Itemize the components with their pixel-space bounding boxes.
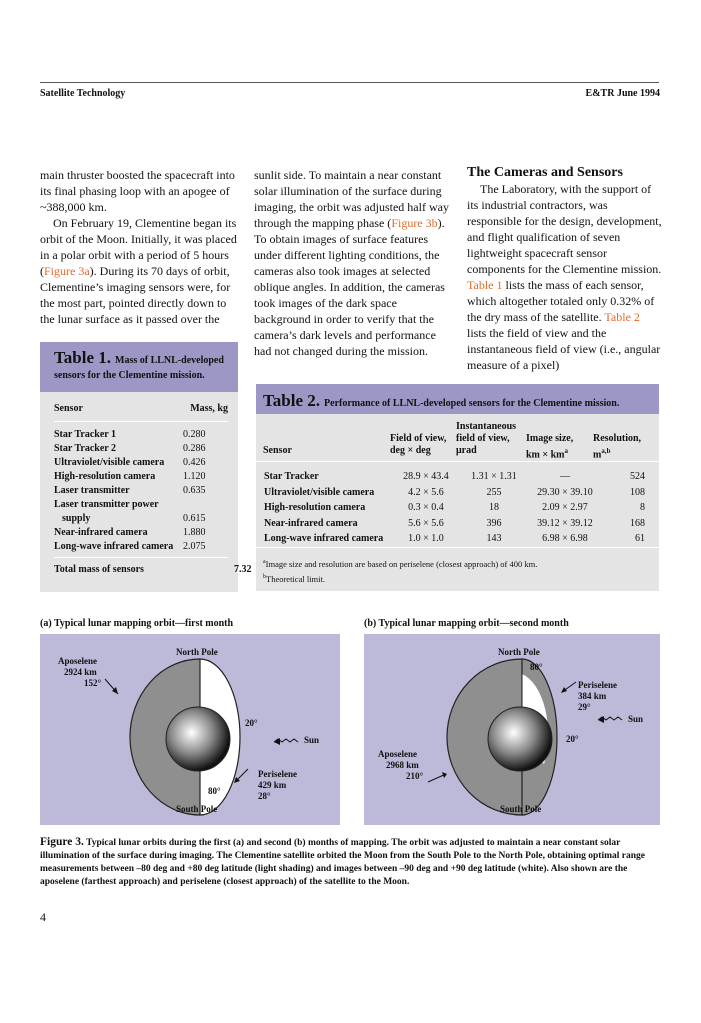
running-header-left: Satellite Technology <box>40 88 126 99</box>
table-1-caption: Mass of LLNL-developed sensors for the Clementine mission. <box>54 355 224 381</box>
divider <box>256 461 659 462</box>
table-1-body <box>40 392 252 592</box>
paragraph: sunlit side. To maintain a near constant solar illumination of the surface during imaging, the orbit was adjusted half way through the mapping phase (Figure 3b). To obtain images of surface features under different lighting conditions, the cameras also took images at selected oblique angles. In addition, the cameras took images of the dark space background in order to verify that the camera’s dark levels and performance had not changed during the mission. <box>254 168 449 358</box>
table-2-caption: Performance of LLNL-developed sensors for the Clementine mission. <box>324 398 620 409</box>
text-column-2 <box>254 167 454 359</box>
table-row: Star Tracker 2 0.286 <box>54 443 206 454</box>
table-row: Star Tracker 1 0.280 <box>54 429 206 440</box>
moon-icon <box>166 707 230 771</box>
table-row: High-resolution camera 1.120 <box>54 471 206 482</box>
table-row: Laser transmitter power <box>54 499 159 510</box>
table-row: Ultraviolet/visible camera 0.426 <box>54 457 206 468</box>
table-row: Near-infrared camera 5.6 × 5.6 396 39.12 × 39.12 168 <box>264 517 645 529</box>
figure-3b-link[interactable]: Figure 3b <box>391 216 438 230</box>
section-heading: The Cameras and Sensors <box>467 165 623 180</box>
divider <box>54 421 228 422</box>
table-1: Sensor Mass, kg <box>54 403 228 414</box>
table-row: High-resolution camera 0.3 × 0.4 18 2.09 × 2.97 8 <box>264 502 645 513</box>
divider <box>54 557 228 558</box>
table-1-number: Table 1. <box>54 348 112 367</box>
figure-number: Figure 3. <box>40 836 84 848</box>
table-row: Ultraviolet/visible camera 4.2 × 5.6 255 29.30 × 39.10 108 <box>264 486 645 498</box>
table-2-header <box>256 384 659 414</box>
figure-3-caption: Figure 3. Typical lunar orbits during the first (a) and second (b) months of mapping. The orbit was adjusted to maintain a near constant solar illumination of the surface during imaging. The Clementine satellite orbited the Moon from the South Pole to the North Pole, obtaining optimal range measurements between –80 deg and +80 deg latitude (light shading) and images between –90 deg and +90 deg latitude (white). Also shown are the aposelene (farthest approach) and periselene (closest approach) of the satellite to the Moon. <box>40 836 645 887</box>
figure-3a: North Pole South Pole Aposelene 2924 km 152° 20° Sun Periselene 429 km 28° 80° <box>40 634 340 825</box>
table-row: Long-wave infrared camera 1.0 × 1.0 143 6.98 × 6.98 61 <box>264 533 645 544</box>
table-row: Long-wave infrared camera 2.075 <box>54 541 206 552</box>
page-number: 4 <box>40 910 46 924</box>
paragraph: main thruster boosted the spacecraft into its final phasing loop with an apogee of ~388,000 km. <box>40 168 235 214</box>
paragraph: The Laboratory, with the support of its industrial contractors, was responsible for the design, development, and flight qualification of seven lightweight spacecraft sensor components for the Clementine mission. Table 1 lists the mass of each sensor, which altogether totaled only 0.32% of the dry mass of the satellite. Table 2 lists the field of view and the instantaneous field of view (i.e., angular measure of a pixel) <box>467 182 662 372</box>
table-row: Near-infrared camera 1.880 <box>54 527 206 538</box>
running-header-right: E&TR June 1994 <box>585 88 660 99</box>
note-a: $^a$Image size and resolution are based on periselene (closest approach) of 400 km. <box>263 558 538 569</box>
figure-3b-label: (b) Typical lunar mapping orbit—second month <box>364 618 569 629</box>
table-2-notes <box>263 556 537 586</box>
table-1-rows <box>54 428 228 554</box>
figure-3a-link[interactable]: Figure 3a <box>44 264 90 278</box>
table-1-total-label: Total mass of sensors <box>54 564 144 575</box>
text-column-3 <box>467 165 662 373</box>
figure-3b: North Pole South Pole 80° Periselene 384 km 29° Sun 20° Aposelene 2968 km 210° <box>364 634 660 825</box>
table-row: Star Tracker 28.9 × 43.4 1.31 × 1.31 — 524 <box>264 471 645 482</box>
moon-icon <box>488 707 552 771</box>
table-1-total-value: 7.32 <box>234 564 252 575</box>
table-2 <box>263 469 651 547</box>
figure-3a-label: (a) Typical lunar mapping orbit—first month <box>40 618 234 629</box>
divider <box>256 547 659 548</box>
table-row: supply 0.615 <box>62 513 206 524</box>
header-rule <box>40 82 659 83</box>
text-column-1 <box>40 167 240 327</box>
paragraph: On February 19, Clementine began its orbit of the Moon. Initially, it was placed in a polar orbit with a period of 5 hours (Figure 3a). During its 70 days of orbit, Clementine’s imaging sensors were, for the most part, pointed directly down to the lunar surface as it passed over the <box>40 216 237 326</box>
table-2-number: Table 2. <box>263 391 321 410</box>
orbit-diagram-b <box>364 634 660 825</box>
note-b: $^b$Theoretical limit. <box>263 573 326 584</box>
table-1-header <box>40 342 238 392</box>
table-row: Laser transmitter 0.635 <box>54 485 206 496</box>
table-2-link[interactable]: Table 2 <box>604 310 640 324</box>
table-1-link[interactable]: Table 1 <box>467 278 503 292</box>
table-2-body: Sensor Field of view, deg × deg Instantaneous field of view, μrad Image size, km × $km^a$ Resolution, $m^{a,b}$ Star Tracker 28.9 × 43.4 1.31 × 1.31 — 524 Ultraviolet/visible camera 4.2 × 5.6 255 29.30 × 39.10 108 High-resolution camera 0.3 × 0.4 18 2.09 × 2.97 8 Near-infrared camera 5.6 × 5.6 396 39.12 × 39.12 168 Long-wave infrared camera 1.0 × 1.0 143 6.98 × 6.98 61 $^a$Image size and resolution are based on periselene (closest approach) of 400 km. $^b$Theoretical limit. <box>256 414 659 591</box>
